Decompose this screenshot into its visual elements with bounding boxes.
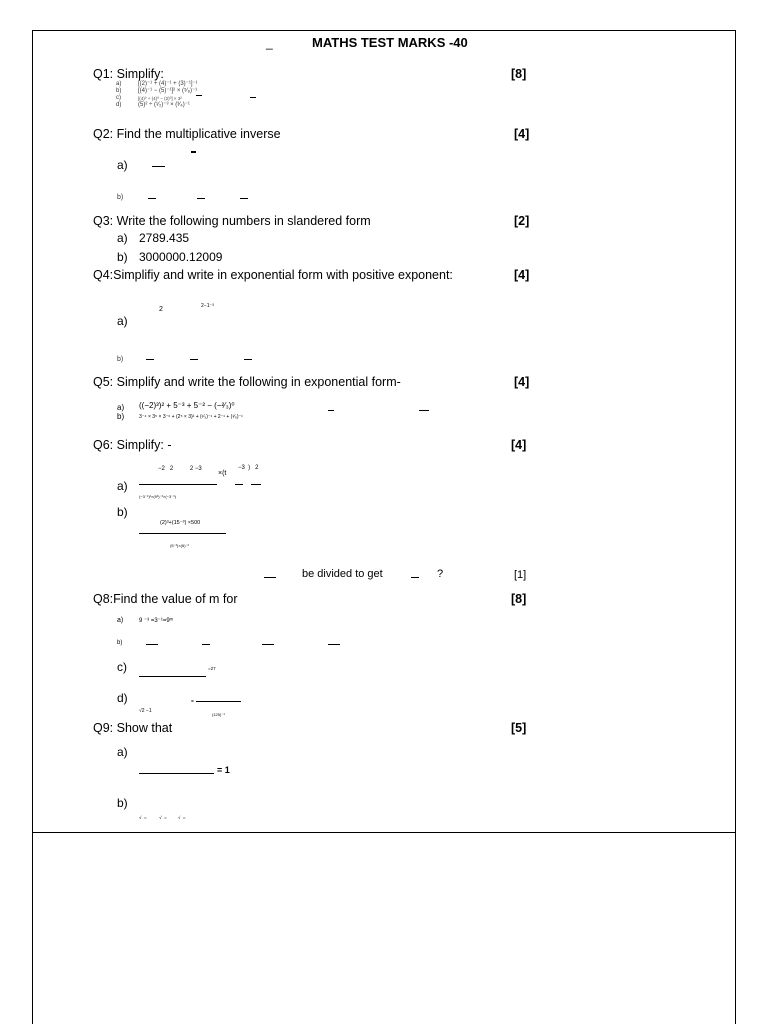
q6-a-bar-2 bbox=[235, 484, 243, 485]
q8-b-bar-4 bbox=[328, 644, 340, 645]
q5-a-label: a) bbox=[117, 403, 125, 412]
q8-c-rhs: =27 bbox=[208, 666, 216, 671]
q8-a-label: a) bbox=[117, 617, 124, 624]
q1-a-label: a) bbox=[116, 81, 122, 87]
q5-dash-1 bbox=[328, 410, 334, 411]
q6-b-fraction-bar bbox=[139, 533, 226, 534]
q9-marks: [5] bbox=[511, 721, 527, 735]
q2-heading: Q2: Find the multiplicative inverse bbox=[93, 127, 281, 141]
q6-a-bar-3 bbox=[251, 484, 261, 485]
q8-d-fraction-bar bbox=[196, 701, 241, 702]
q2-b-bar-2 bbox=[197, 198, 205, 199]
q8-c-fraction-bar bbox=[139, 676, 206, 677]
q8-d-lhs: √2 −1 bbox=[139, 708, 152, 714]
q1-heading: Q1: Simplify: bbox=[93, 67, 164, 81]
q4-a-label: a) bbox=[117, 314, 128, 328]
q6-a-fraction-bar bbox=[139, 484, 217, 485]
q4-marks: [4] bbox=[514, 268, 530, 282]
q7-question-mark: ? bbox=[437, 568, 444, 580]
q5-marks: [4] bbox=[514, 375, 530, 389]
q8-b-bar-3 bbox=[262, 644, 274, 645]
q2-b-label: b) bbox=[117, 194, 124, 201]
q6-b-denominator: (5⁻³)×(6)⁻² bbox=[170, 543, 189, 548]
q1-dash-2 bbox=[250, 97, 256, 98]
q1-b-expr: [(4)⁻¹ − (5)⁻¹]² × (⁵⁄₈)⁻¹ bbox=[138, 88, 198, 94]
q1-a-expr: [(2)⁻¹ + (4)⁻¹ + (3)⁻¹]⁻¹ bbox=[138, 81, 198, 87]
q6-a-label: a) bbox=[117, 479, 128, 493]
q8-b-label: b) bbox=[117, 640, 123, 646]
q9-a-fraction-bar bbox=[139, 773, 214, 774]
q1-marks: [8] bbox=[511, 67, 527, 81]
q8-a-expr: 9 ⁻³ =3⁻¹=9ᵐ bbox=[139, 618, 174, 624]
q8-c-label: c) bbox=[117, 660, 127, 674]
q9-b-expr: √ = √ = √ = bbox=[139, 815, 186, 820]
q7-bar-2 bbox=[411, 577, 419, 578]
q6-marks: [4] bbox=[511, 438, 527, 452]
title-dash: _ bbox=[266, 36, 273, 50]
q2-marks: [4] bbox=[514, 127, 530, 141]
q1-d-expr: (5)² ÷ (¹⁄₂)⁻³ × (³⁄₄)⁻¹ bbox=[138, 102, 190, 108]
q5-heading: Q5: Simplify and write the following in exponential form- bbox=[93, 375, 401, 389]
q6-heading: Q6: Simplify: - bbox=[93, 438, 172, 452]
q3-b-value: 3000000.12009 bbox=[139, 250, 223, 264]
q3-b-label: b) bbox=[117, 250, 128, 264]
q9-a-label: a) bbox=[117, 745, 128, 759]
q4-b-bar-3 bbox=[244, 359, 252, 360]
q1-c-label: c) bbox=[116, 95, 121, 101]
q4-a-exp-2: 2−1⁻³ bbox=[201, 303, 214, 309]
q2-b-bar-1 bbox=[148, 198, 156, 199]
q6-a-exp: −3 ) 2 bbox=[238, 465, 259, 471]
q5-b-label: b) bbox=[117, 412, 125, 421]
q8-b-bar-1 bbox=[146, 644, 158, 645]
q5-dash-2 bbox=[419, 410, 429, 411]
q4-heading: Q4:Simplifiy and write in exponential form with positive exponent: bbox=[93, 268, 453, 282]
q3-heading: Q3: Write the following numbers in slandered form bbox=[93, 214, 371, 228]
q6-b-label: b) bbox=[117, 505, 128, 519]
q1-d-label: d) bbox=[116, 102, 122, 108]
q8-d-equals: = bbox=[191, 699, 194, 705]
q6-a-denominator: (−3⁻¹)²×(9³)⁻³×(−3⁻¹) bbox=[139, 494, 177, 499]
q5-b-expr: 3⁻⁴ × 3⁵ × 3⁻⁶ + (2⁵ × 3)² + (¹⁄₃)⁻¹ + 2⁻¹ + (¹⁄₅)⁻¹ bbox=[139, 414, 243, 420]
q8-marks: [8] bbox=[511, 592, 527, 606]
section-divider bbox=[32, 832, 736, 833]
q1-c-expr: [(4)⁰ + (4)⁰ − (2)⁰] × 3² bbox=[138, 96, 182, 101]
q7-text: be divided to get bbox=[302, 568, 383, 580]
q6-a-numerator: −2 2 2 −3 bbox=[158, 466, 202, 472]
q4-b-bar-2 bbox=[190, 359, 198, 360]
q1-dash bbox=[196, 95, 202, 96]
q7-marks: [1] bbox=[514, 569, 527, 581]
q6-a-times: ×(t bbox=[218, 470, 227, 477]
q6-b-numerator: (2)³+(15⁻³) ×500 bbox=[160, 520, 201, 526]
q3-a-label: a) bbox=[117, 231, 128, 245]
q9-a-rhs: = 1 bbox=[217, 765, 230, 775]
q4-a-exp: 2 bbox=[159, 306, 163, 313]
q8-heading: Q8:Find the value of m for bbox=[93, 592, 238, 606]
q5-a-expr: ((−2)³)² + 5⁻³ + 5⁻² − (−²⁄₃)⁰ bbox=[139, 401, 235, 410]
q1-b-label: b) bbox=[116, 88, 122, 94]
page-title: MATHS TEST MARKS -40 bbox=[312, 35, 468, 50]
q8-b-bar-2 bbox=[202, 644, 210, 645]
q2-a-label: a) bbox=[117, 158, 128, 172]
q8-d-label: d) bbox=[117, 691, 128, 705]
q9-heading: Q9: Show that bbox=[93, 721, 173, 735]
q4-b-bar-1 bbox=[146, 359, 154, 360]
q2-a-fraction-bar bbox=[152, 166, 165, 167]
q3-marks: [2] bbox=[514, 214, 530, 228]
q2-mark bbox=[191, 151, 196, 153]
q9-b-label: b) bbox=[117, 796, 128, 810]
q8-d-denominator: (125)⁻¹ bbox=[212, 712, 225, 717]
q3-a-value: 2789.435 bbox=[139, 231, 190, 245]
q4-b-label: b) bbox=[117, 356, 124, 363]
q2-b-bar-3 bbox=[240, 198, 248, 199]
q7-bar-1 bbox=[264, 577, 276, 578]
page-frame bbox=[32, 30, 736, 1024]
